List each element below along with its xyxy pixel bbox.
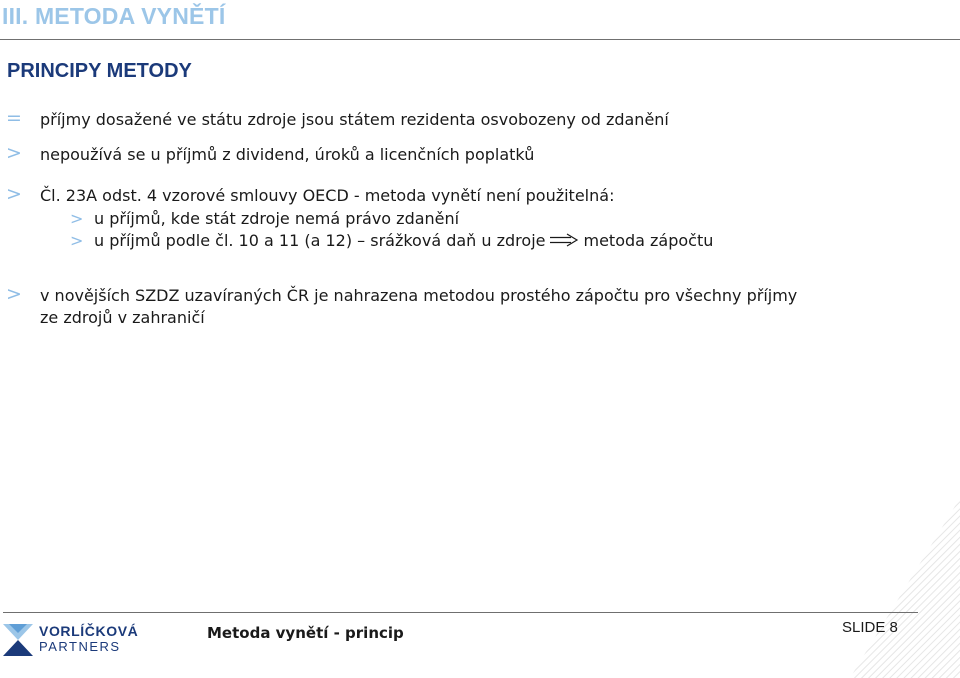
slide-number: SLIDE 8 — [842, 619, 898, 636]
footer-title: Metoda vynětí - princip — [207, 624, 404, 642]
list-item-text: ze zdrojů v zahraničí — [40, 308, 205, 327]
top-divider — [0, 39, 960, 40]
sub-list-item-text-before: u příjmů podle čl. 10 a 11 (a 12) – srážková daň u zdroje — [94, 231, 546, 250]
slide-title: III. METODA VYNĚTÍ — [2, 3, 226, 29]
footer-divider — [3, 612, 918, 613]
list-item-text: příjmy dosažené ve státu zdroje jsou státem rezidenta osvobozeny od zdanění — [40, 110, 669, 129]
chevron-bullet: > — [6, 183, 22, 205]
logo-subtitle: PARTNERS — [39, 639, 121, 654]
sub-list-item-text — [94, 231, 713, 250]
sub-list-item-text-after: metoda zápočtu — [583, 231, 714, 250]
logo-name: VORLÍČKOVÁ — [39, 623, 139, 639]
list-item-text: v novějších SZDZ uzavíraných ČR je nahrazena metodou prostého zápočtu pro všechny příjmy — [40, 286, 798, 305]
company-logo — [3, 619, 148, 659]
chevron-bullet: > — [6, 283, 22, 305]
sub-list-item-text: u příjmů, kde stát zdroje nemá právo zdanění — [94, 209, 460, 228]
section-subtitle: PRINCIPY METODY — [7, 60, 192, 82]
chevron-bullet: > — [6, 142, 22, 164]
chevron-bullet: > — [70, 209, 84, 228]
decorative-triangle-pattern — [850, 498, 960, 678]
logo-mark-icon — [3, 622, 33, 658]
list-item-text: nepoužívá se u příjmů z dividend, úroků a licenčních poplatků — [40, 145, 535, 164]
double-arrow-right-icon — [549, 233, 579, 247]
list-item-text: Čl. 23A odst. 4 vzorové smlouvy OECD - metoda vynětí není použitelná: — [40, 186, 615, 205]
equals-bullet: = — [6, 107, 22, 129]
chevron-bullet: > — [70, 231, 84, 250]
